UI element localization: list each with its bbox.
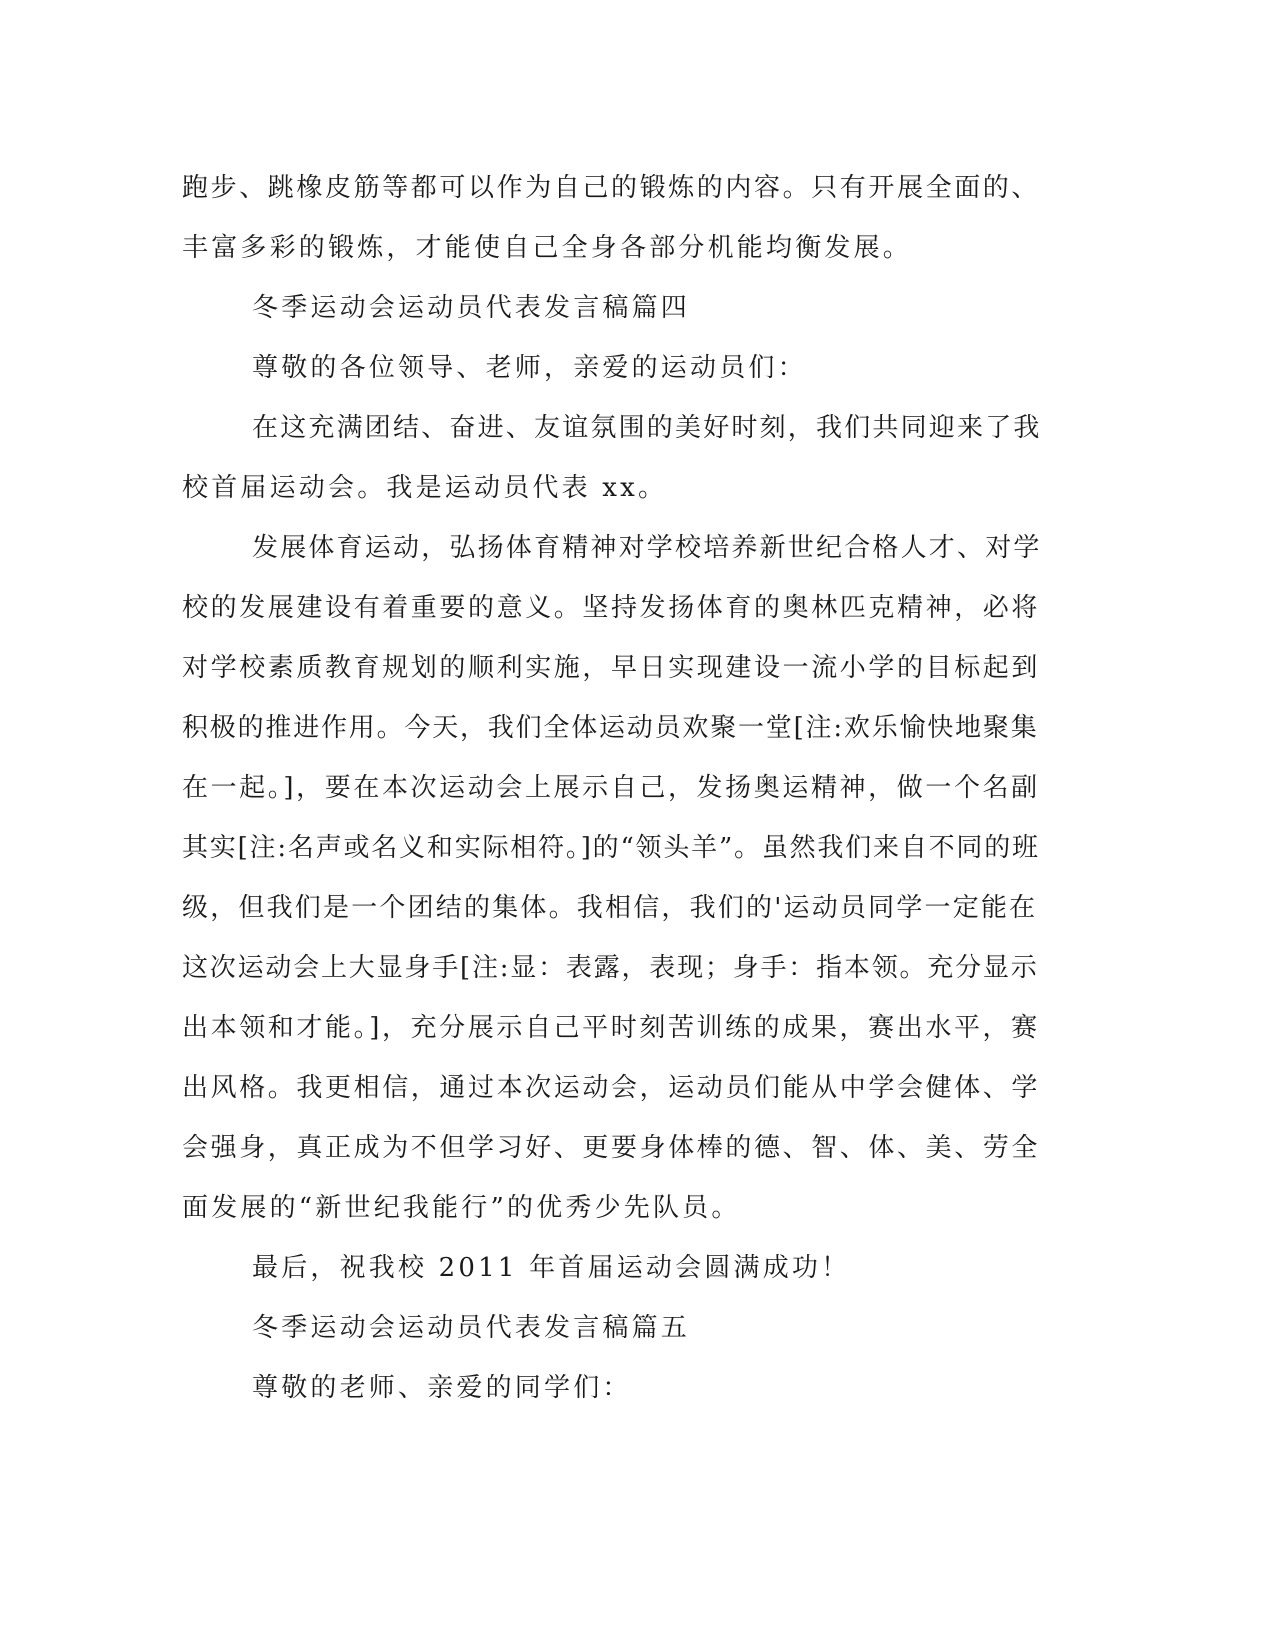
- paragraph-line: 丰富多彩的锻炼，才能使自己全身各部分机能均衡发展。: [182, 233, 913, 263]
- paragraph-line: 校首届运动会。我是运动员代表 xx。: [182, 473, 668, 503]
- paragraph-line: 会强身，真正成为不但学习好、更要身体棒的德、智、体、美、劳全: [182, 1133, 1041, 1163]
- paragraph-line: 校的发展建设有着重要的意义。坚持发扬体育的奥林匹克精神，必将: [182, 593, 1041, 623]
- paragraph-line: 积极的推进作用。今天，我们全体运动员欢聚一堂[注:欢乐愉快地聚集: [182, 713, 1039, 743]
- section-heading: 冬季运动会运动员代表发言稿篇五: [252, 1313, 691, 1343]
- paragraph-line: 在这充满团结、奋进、友谊氛围的美好时刻，我们共同迎来了我: [252, 413, 1042, 443]
- paragraph-line: 级，但我们是一个团结的集体。我相信，我们的'运动员同学一定能在: [182, 893, 1038, 923]
- paragraph-line: 出本领和才能。]，充分展示自己平时刻苦训练的成果，赛出水平，赛: [182, 1013, 1040, 1043]
- paragraph-line: 面发展的“新世纪我能行”的优秀少先队员。: [182, 1193, 741, 1223]
- salutation-line: 尊敬的各位领导、老师，亲爱的运动员们：: [252, 353, 807, 383]
- paragraph-line: 最后，祝我校 2011 年首届运动会圆满成功！: [252, 1253, 851, 1283]
- paragraph-line: 在一起。]，要在本次运动会上展示自己，发扬奥运精神，做一个名副: [182, 773, 1040, 803]
- paragraph-line: 出风格。我更相信，通过本次运动会，运动员们能从中学会健体、学: [182, 1073, 1041, 1103]
- paragraph-line: 发展体育运动，弘扬体育精神对学校培养新世纪合格人才、对学: [252, 533, 1042, 563]
- section-heading: 冬季运动会运动员代表发言稿篇四: [252, 293, 691, 323]
- document-body: [182, 158, 1042, 1418]
- paragraph-line: 对学校素质教育规划的顺利实施，早日实现建设一流小学的目标起到: [182, 653, 1041, 683]
- paragraph-line: 其实[注:名声或名义和实际相符。]的“领头羊”。虽然我们来自不同的班: [182, 833, 1040, 863]
- paragraph-line: 跑步、跳橡皮筋等都可以作为自己的锻炼的内容。只有开展全面的、: [182, 173, 1041, 203]
- salutation-line: 尊敬的老师、亲爱的同学们：: [252, 1373, 632, 1403]
- paragraph-line: 这次运动会上大显身手[注:显：表露，表现；身手：指本领。充分显示: [182, 953, 1039, 983]
